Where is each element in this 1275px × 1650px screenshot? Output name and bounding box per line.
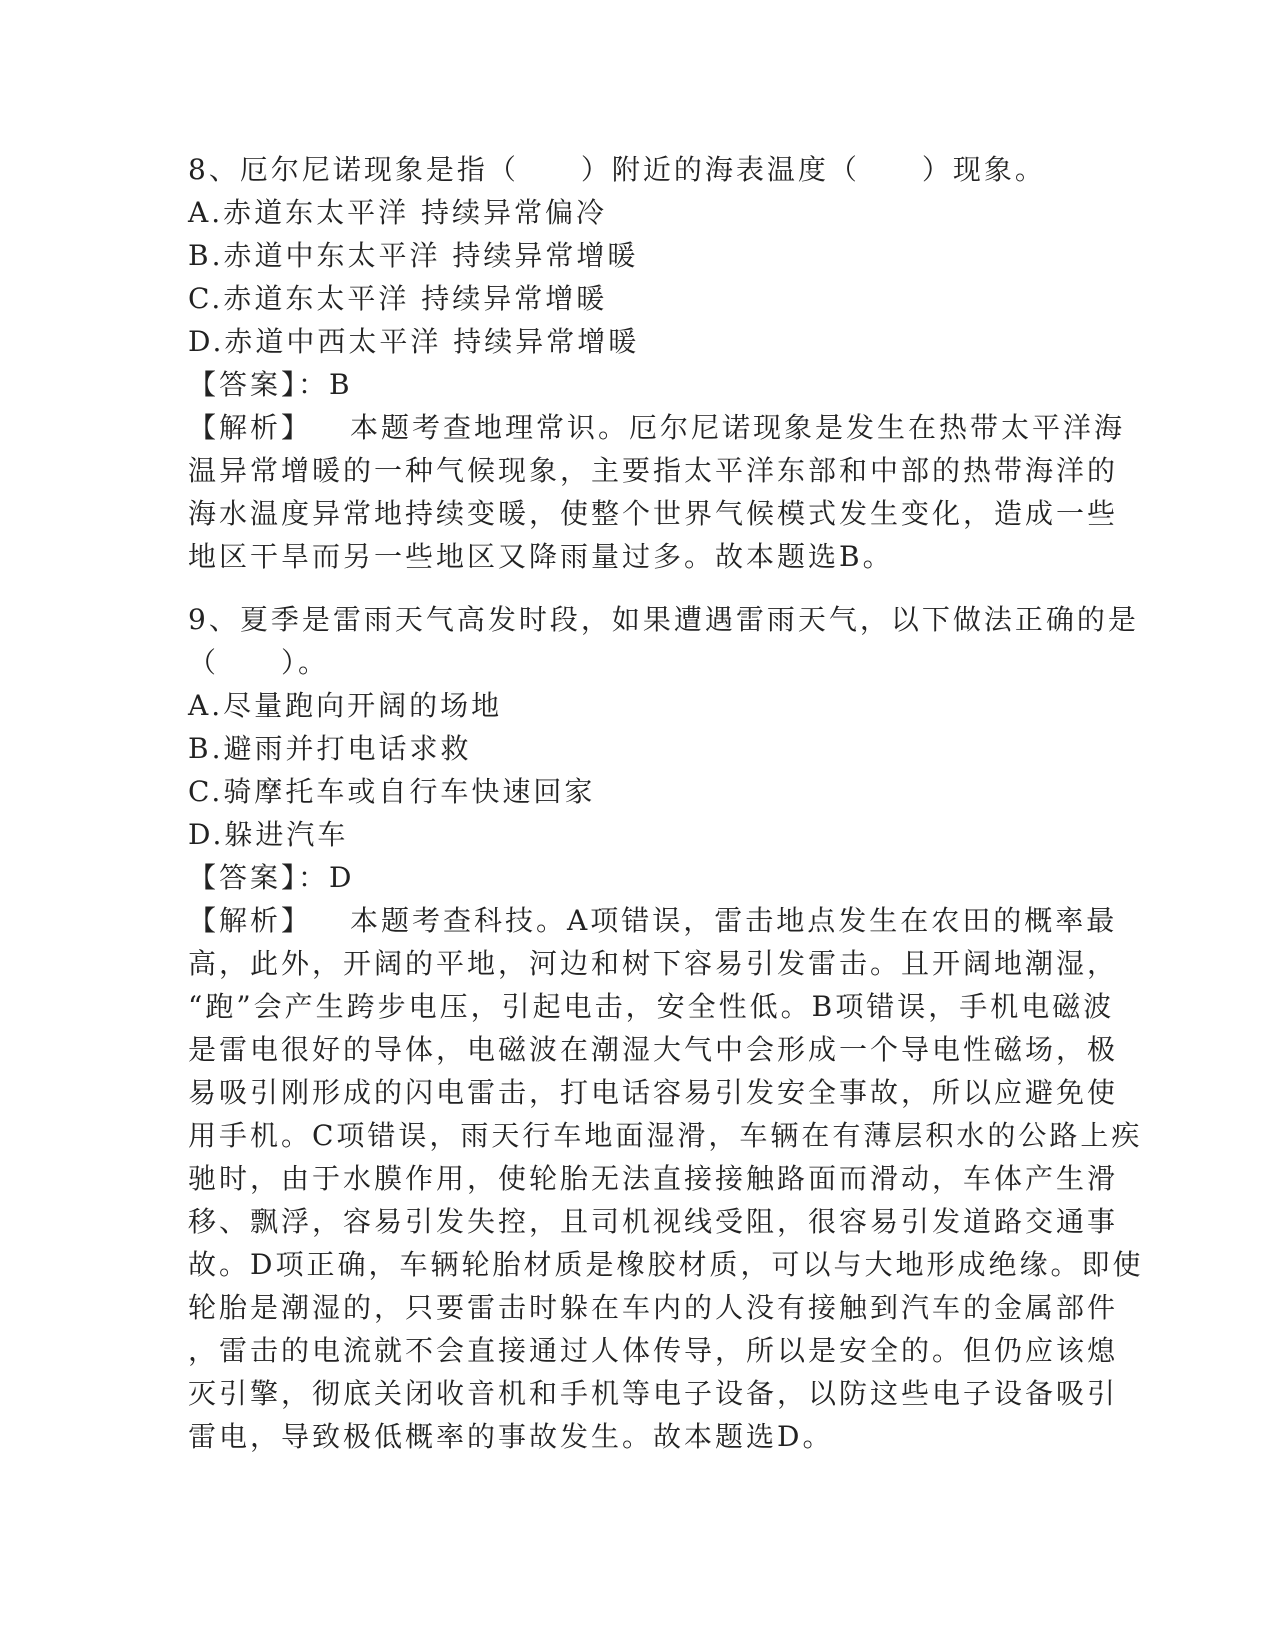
analysis-label: 【解析】	[188, 411, 313, 444]
analysis-first-line	[188, 406, 1126, 449]
analysis-text: 本题考查科技。A项错误，雷击地点发生在农田的概率最	[350, 904, 1118, 937]
analysis-line: “跑”会产生跨步电压，引起电击，安全性低。B项错误，手机电磁波	[188, 990, 1115, 1023]
analysis-line: 故。D项正确，车辆轮胎材质是橡胶材质，可以与大地形成绝缘。即使	[188, 1248, 1144, 1281]
analysis-line: 移、飘浮，容易引发失控，且司机视线受阻，很容易引发道路交通事	[188, 1205, 1119, 1238]
question-9	[188, 598, 1144, 1458]
spacer	[188, 578, 1088, 598]
question-stem: （ ）。	[188, 646, 330, 679]
question-stem: 8、厄尔尼诺现象是指（ ）附近的海表温度（ ）现象。	[188, 153, 1046, 186]
analysis-line: 轮胎是潮湿的，只要雷击时躲在车内的人没有接触到汽车的金属部件	[188, 1291, 1119, 1324]
analysis-line: 雷电，导致极低概率的事故发生。故本题选D。	[188, 1420, 834, 1453]
option-b: B.赤道中东太平洋 持续异常增暖	[188, 239, 639, 272]
option-a: A.赤道东太平洋 持续异常偏冷	[188, 196, 608, 229]
analysis-line: 海水温度异常地持续变暖，使整个世界气候模式发生变化，造成一些	[188, 497, 1119, 530]
option-d: D.躲进汽车	[188, 818, 349, 851]
analysis-label: 【解析】	[188, 904, 313, 937]
analysis-line: 高，此外，开阔的平地，河边和树下容易引发雷击。且开阔地潮湿，	[188, 947, 1119, 980]
option-a: A.尽量跑向开阔的场地	[188, 689, 503, 722]
analysis-line: 是雷电很好的导体，电磁波在潮湿大气中会形成一个导电性磁场，极	[188, 1033, 1119, 1066]
analysis-line: ，雷击的电流就不会直接通过人体传导，所以是安全的。但仍应该熄	[188, 1334, 1119, 1367]
analysis-text: 本题考查地理常识。厄尔尼诺现象是发生在热带太平洋海	[350, 411, 1126, 444]
analysis-line: 温异常增暖的一种气候现象，主要指太平洋东部和中部的热带海洋的	[188, 454, 1119, 487]
option-d: D.赤道中西太平洋 持续异常增暖	[188, 325, 640, 358]
question-stem: 9、夏季是雷雨天气高发时段，如果遭遇雷雨天气，以下做法正确的是	[188, 603, 1139, 636]
answer: 【答案】：D	[188, 861, 355, 894]
option-c: C.骑摩托车或自行车快速回家	[188, 775, 596, 808]
analysis-line: 地区干旱而另一些地区又降雨量过多。故本题选B。	[188, 540, 894, 573]
option-b: B.避雨并打电话求救	[188, 732, 472, 765]
answer: 【答案】：B	[188, 368, 353, 401]
analysis-line: 易吸引刚形成的闪电雷击，打电话容易引发安全事故，所以应避免使	[188, 1076, 1119, 1109]
analysis-line: 灭引擎，彻底关闭收音机和手机等电子设备，以防这些电子设备吸引	[188, 1377, 1119, 1410]
document-page	[188, 148, 1144, 1458]
analysis-line: 用手机。C项错误，雨天行车地面湿滑，车辆在有薄层积水的公路上疾	[188, 1119, 1143, 1152]
option-c: C.赤道东太平洋 持续异常增暖	[188, 282, 608, 315]
question-8	[188, 148, 1126, 578]
analysis-line: 驰时，由于水膜作用，使轮胎无法直接接触路面而滑动，车体产生滑	[188, 1162, 1119, 1195]
analysis-first-line	[188, 899, 1118, 942]
